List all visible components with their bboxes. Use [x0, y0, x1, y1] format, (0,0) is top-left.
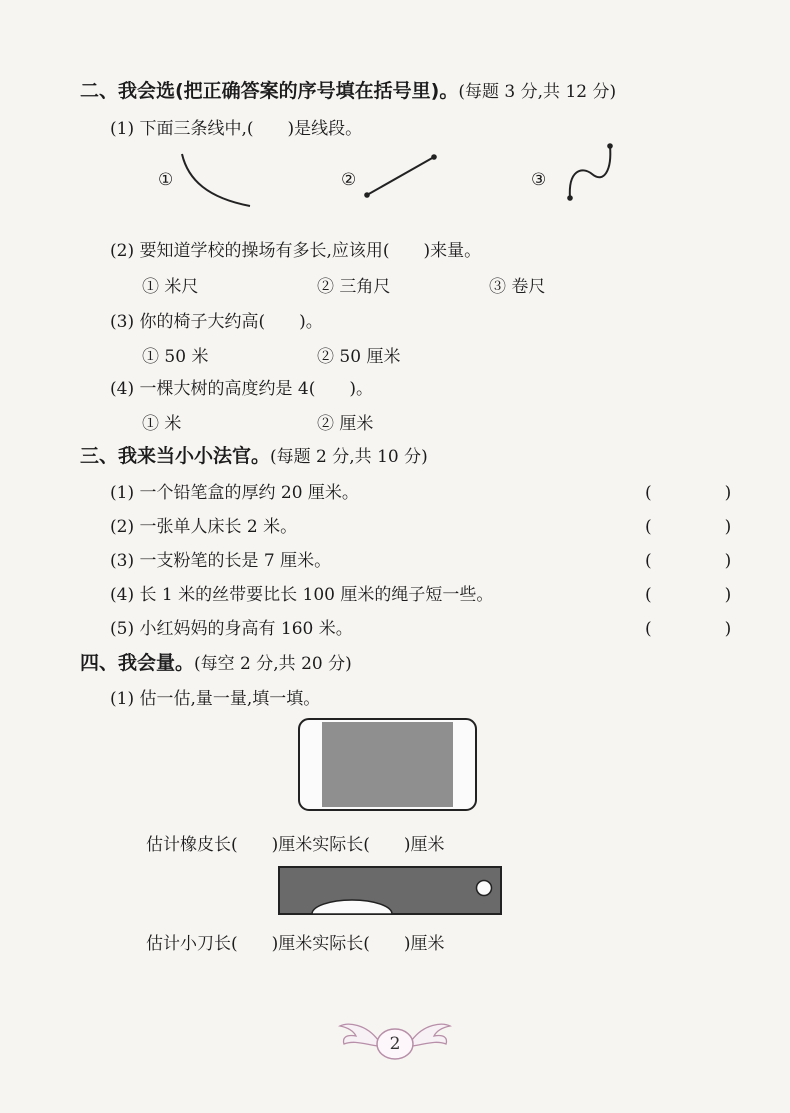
curved-line-figure — [178, 150, 258, 210]
judge-answer-4[interactable]: ( ) — [645, 585, 760, 605]
judge-item-4: (4) 长 1 米的丝带要比长 100 厘米的绳子短一些。 — [110, 585, 494, 605]
section-4-title — [80, 648, 352, 675]
question-2-1: (1) 下面三条线中,( )是线段。 — [110, 119, 363, 139]
question-2-2: (2) 要知道学校的操场有多长,应该用( )来量。 — [110, 241, 482, 261]
line-option-2-label: ② — [341, 170, 357, 190]
judge-item-5: (5) 小红妈妈的身高有 160 米。 — [110, 619, 353, 639]
eraser-estimate-line: 估计橡皮长( )厘米实际长( )厘米 — [146, 835, 445, 855]
q2-2-option-2: ② 三角尺 — [317, 277, 391, 297]
question-4-1: (1) 估一估,量一量,填一填。 — [110, 689, 321, 709]
section-4-heading: 四、我会量。 — [80, 652, 195, 674]
judge-item-3: (3) 一支粉笔的长是 7 厘米。 — [110, 551, 332, 571]
q2-4-option-1: ① 米 — [142, 414, 182, 434]
knife-estimate-line: 估计小刀长( )厘米实际长( )厘米 — [146, 934, 445, 954]
line-segment-figure — [362, 152, 442, 200]
judge-answer-1[interactable]: ( ) — [645, 483, 760, 503]
judge-item-1: (1) 一个铅笔盒的厚约 20 厘米。 — [110, 483, 359, 503]
q2-3-option-2: ② 50 厘米 — [317, 347, 401, 367]
knife-figure — [278, 866, 502, 916]
judge-answer-5[interactable]: ( ) — [645, 619, 760, 639]
section-2-score-note: (每题 3 分,共 12 分) — [458, 82, 617, 102]
judge-item-2: (2) 一张单人床长 2 米。 — [110, 517, 298, 537]
question-2-4: (4) 一棵大树的高度约是 4( )。 — [110, 379, 373, 399]
section-3-score-note: (每题 2 分,共 10 分) — [270, 447, 428, 467]
q2-4-option-2: ② 厘米 — [317, 414, 374, 434]
q2-2-option-3: ③ 卷尺 — [489, 277, 546, 297]
wavy-line-figure — [560, 140, 620, 204]
q2-3-option-1: ① 50 米 — [142, 347, 209, 367]
judge-answer-2[interactable]: ( ) — [645, 517, 760, 537]
section-4-score-note: (每空 2 分,共 20 分) — [194, 654, 352, 674]
eraser-figure — [298, 718, 478, 812]
q2-2-option-1: ① 米尺 — [142, 277, 199, 297]
section-3-heading: 三、我来当小小法官。 — [80, 445, 271, 467]
section-2-title — [80, 76, 616, 103]
line-option-3-label: ③ — [531, 170, 547, 190]
section-3-title — [80, 441, 428, 468]
section-2-heading: 二、我会选(把正确答案的序号填在括号里)。 — [80, 80, 459, 102]
page-number: 2 — [389, 1034, 401, 1054]
question-2-3: (3) 你的椅子大约高( )。 — [110, 312, 323, 332]
judge-answer-3[interactable]: ( ) — [645, 551, 760, 571]
line-option-1-label: ① — [158, 170, 174, 190]
